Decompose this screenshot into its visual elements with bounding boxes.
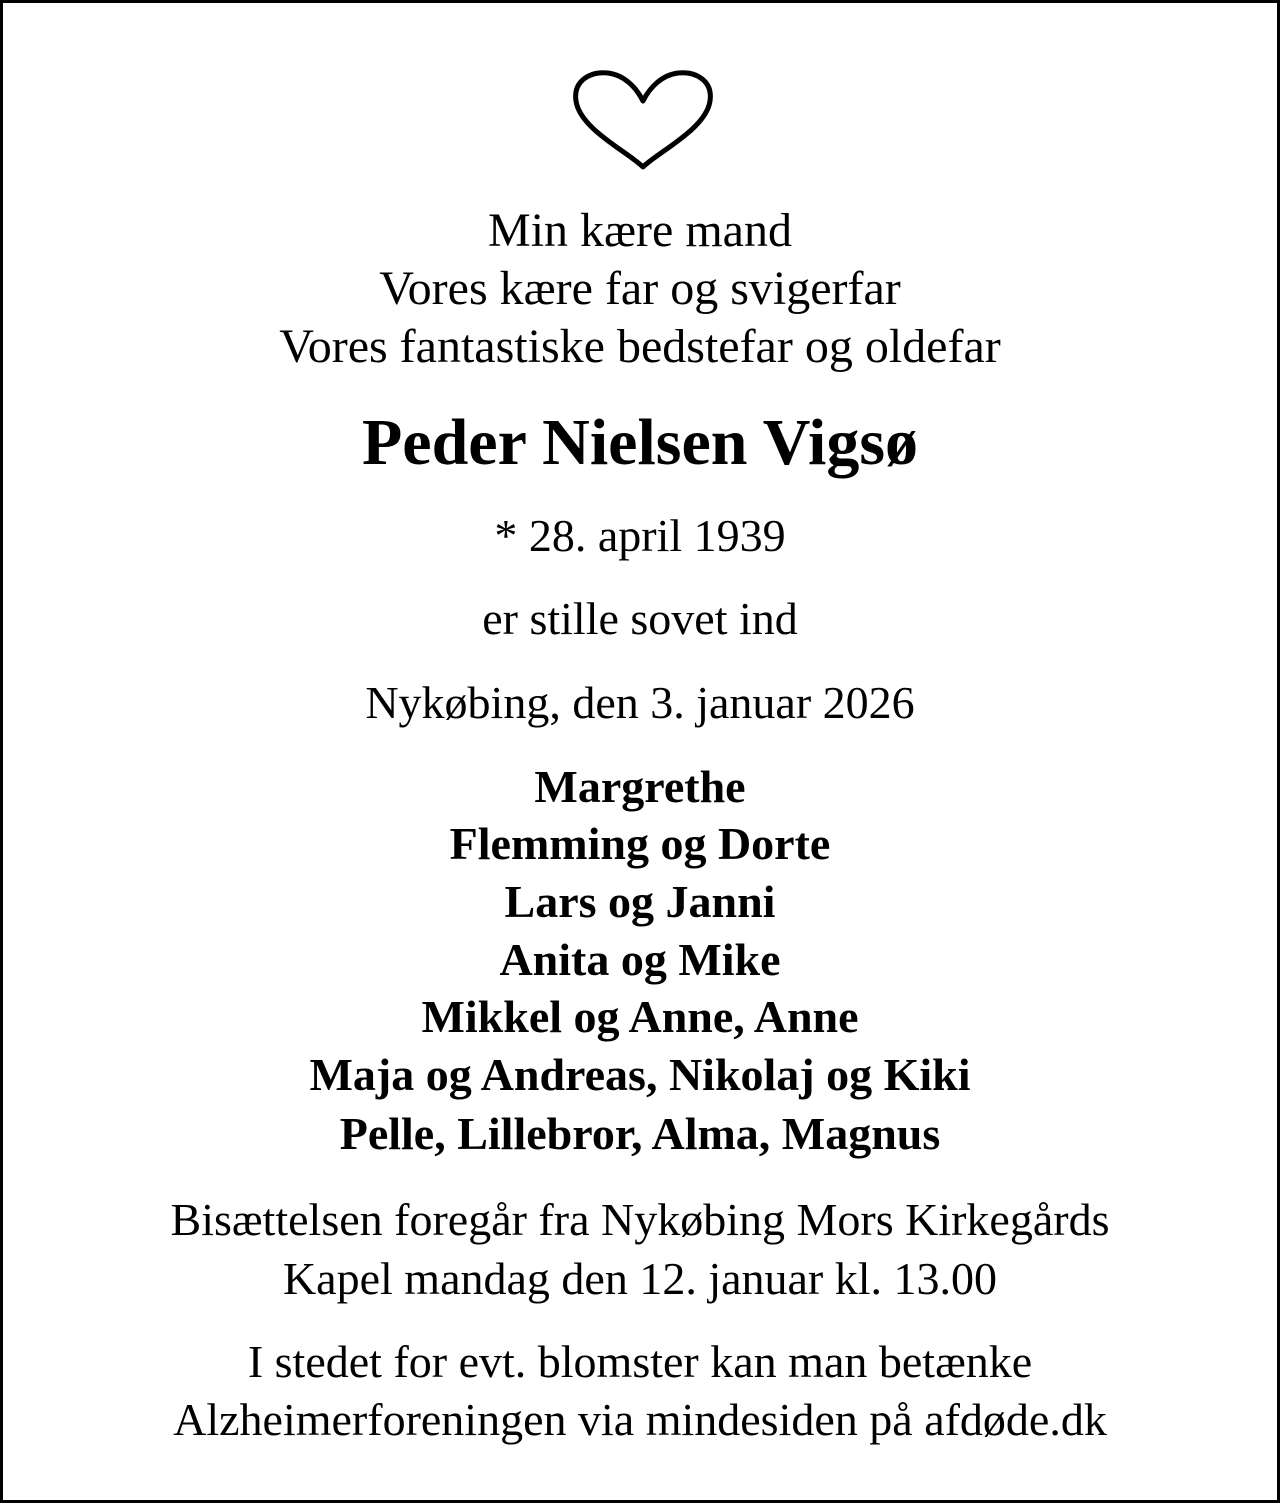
family-line: Maja og Andreas, Nikolaj og Kiki: [309, 1049, 971, 1100]
donation-info-line: Alzheimerforeningen via mindesiden på afdøde.dk: [173, 1394, 1107, 1445]
family-line: Anita og Mike: [499, 934, 781, 985]
funeral-info-line: Kapel mandag den 12. januar kl. 13.00: [282, 1253, 998, 1304]
intro-line-grandfather: Vores fantastiske bedstefar og oldefar: [279, 320, 1001, 373]
intro-line-father: Vores kære far og svigerfar: [379, 262, 901, 315]
funeral-info-line: Bisættelsen foregår fra Nykøbing Mors Kirkegårds: [170, 1194, 1110, 1245]
heart-icon: [568, 67, 718, 175]
birth-date: * 28. april 1939: [494, 510, 786, 561]
death-announcement: er stille sovet ind: [482, 593, 798, 644]
family-line: Flemming og Dorte: [449, 818, 831, 869]
family-line: Lars og Janni: [504, 876, 776, 927]
family-line: Mikkel og Anne, Anne: [421, 991, 859, 1042]
donation-info-line: I stedet for evt. blomster kan man betænke: [247, 1336, 1033, 1387]
intro-line-wife: Min kære mand: [488, 204, 792, 257]
deceased-name: Peder Nielsen Vigsø: [361, 406, 919, 479]
family-line: Margrethe: [534, 761, 746, 812]
place-and-date: Nykøbing, den 3. januar 2026: [365, 677, 915, 728]
family-line: Pelle, Lillebror, Alma, Magnus: [339, 1108, 941, 1159]
